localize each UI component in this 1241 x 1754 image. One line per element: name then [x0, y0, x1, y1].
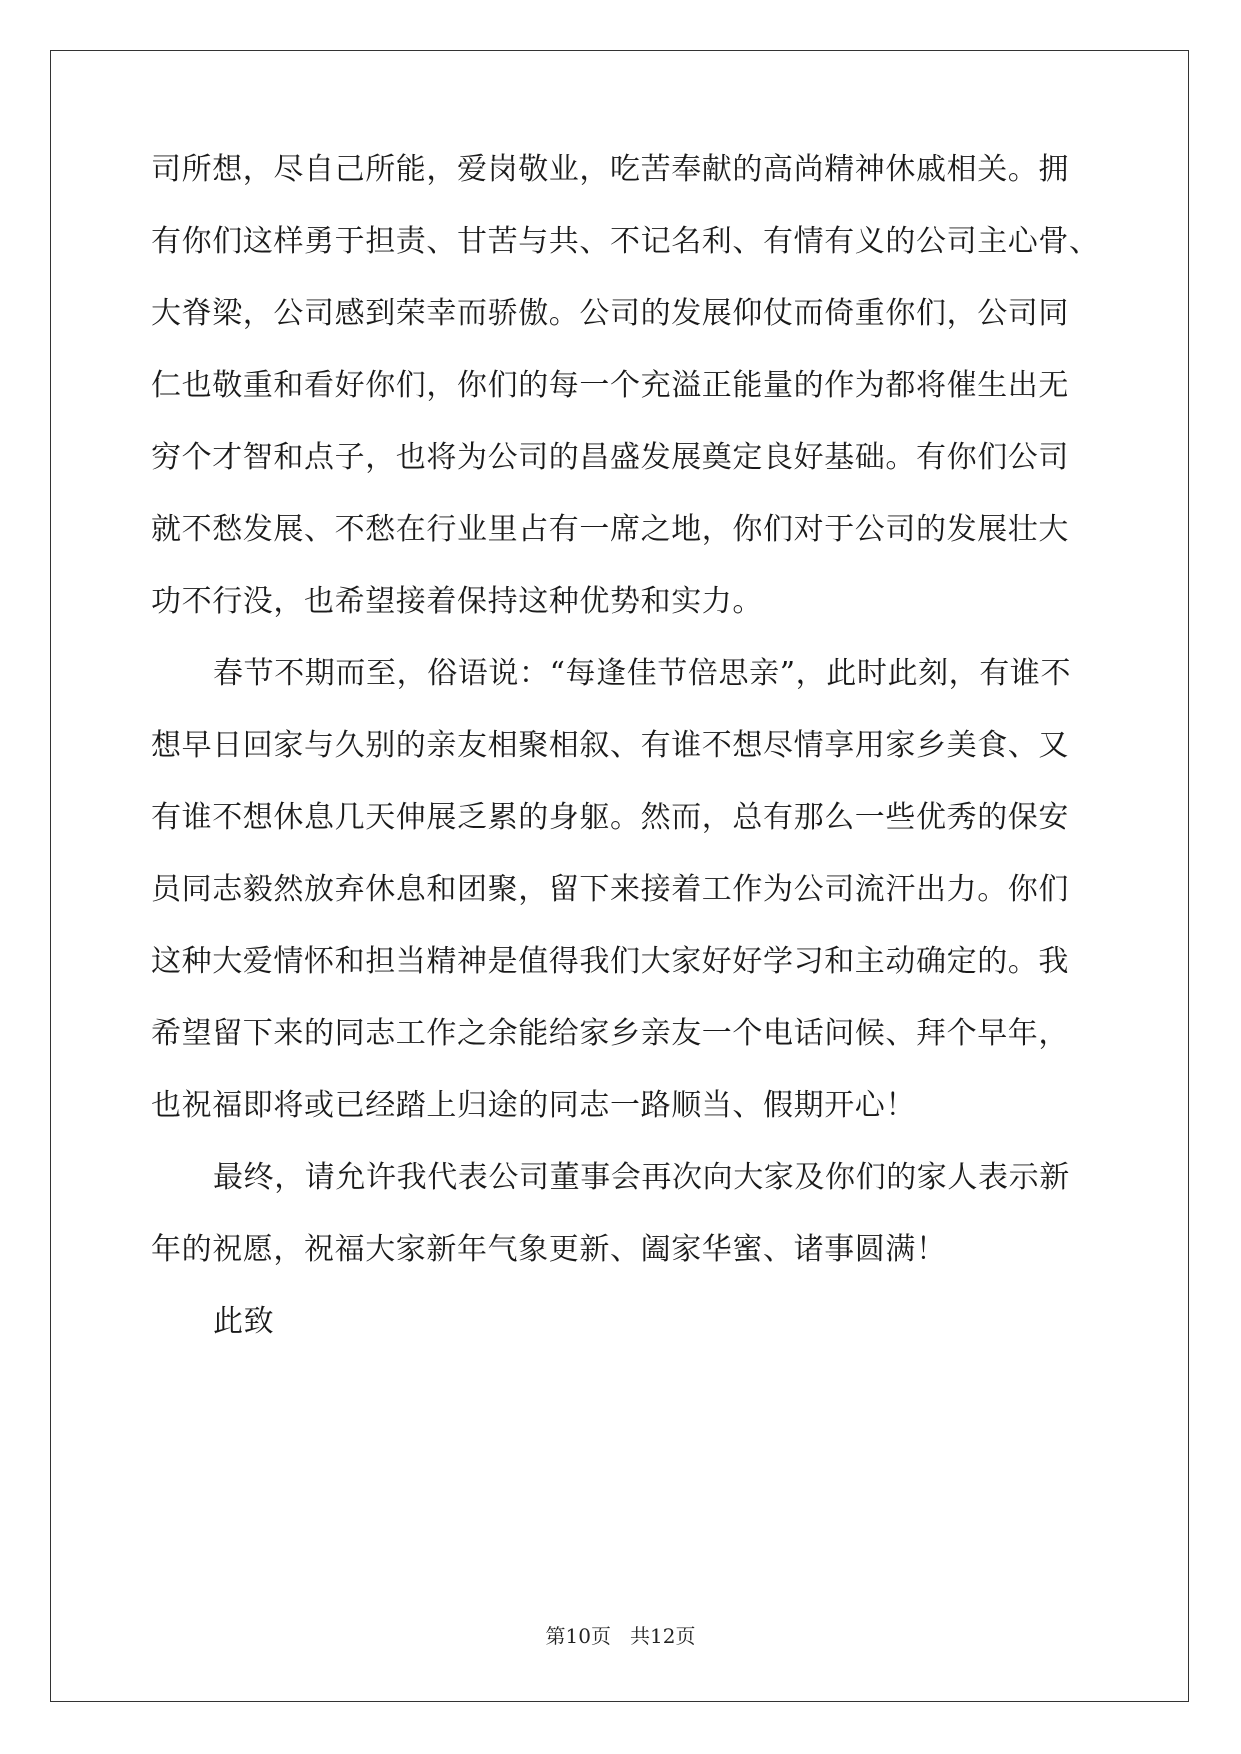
- footer-separator: [611, 1624, 630, 1648]
- body-line-1: 司所想，尽自己所能，爱岗敬业，吃苦奉献的高尚精神休戚相关。拥: [151, 152, 1069, 187]
- paragraph-closing-line-2: 年的祝愿，祝福大家新年气象更新、阖家华蜜、诸事圆满！: [151, 1232, 947, 1267]
- paragraph-spring-festival-line-4: 员同志毅然放弃休息和团聚，留下来接着工作为公司流汗出力。你们: [151, 872, 1069, 907]
- body-line-7: 功不行没，也希望接着保持这种优势和实力。: [151, 584, 763, 619]
- page-total: 共12页: [630, 1624, 696, 1648]
- paragraph-closing-line-1: 最终，请允许我代表公司董事会再次向大家及你们的家人表示新: [213, 1160, 1070, 1195]
- paragraph-spring-festival-line-1: 春节不期而至，俗语说：“每逢佳节倍思亲”，此时此刻，有谁不: [213, 656, 1072, 691]
- paragraph-spring-festival-line-3: 有谁不想休息几天伸展乏累的身躯。然而，总有那么一些优秀的保安: [151, 800, 1069, 835]
- body-line-3: 大脊梁，公司感到荣幸而骄傲。公司的发展仰仗而倚重你们，公司同: [151, 296, 1069, 331]
- body-line-2: 有你们这样勇于担责、甘苦与共、不记名利、有情有义的公司主心骨、: [151, 224, 1100, 259]
- paragraph-spring-festival-line-7: 也祝福即将或已经踏上归途的同志一路顺当、假期开心！: [151, 1088, 916, 1123]
- paragraph-spring-festival-line-6: 希望留下来的同志工作之余能给家乡亲友一个电话问候、拜个早年，: [151, 1016, 1069, 1051]
- salutation-line: 此致: [213, 1304, 275, 1339]
- body-line-5: 穷个才智和点子，也将为公司的昌盛发展奠定良好基础。有你们公司: [151, 440, 1069, 475]
- page-number: 第10页: [545, 1624, 611, 1648]
- body-line-4: 仁也敬重和看好你们，你们的每一个充溢正能量的作为都将催生出无: [151, 368, 1069, 403]
- paragraph-spring-festival-line-5: 这种大爱情怀和担当精神是值得我们大家好好学习和主动确定的。我: [151, 944, 1069, 979]
- body-line-6: 就不愁发展、不愁在行业里占有一席之地，你们对于公司的发展壮大: [151, 512, 1069, 547]
- paragraph-spring-festival-line-2: 想早日回家与久别的亲友相聚相叙、有谁不想尽情享用家乡美食、又: [151, 728, 1069, 763]
- page-footer: [0, 1623, 1241, 1649]
